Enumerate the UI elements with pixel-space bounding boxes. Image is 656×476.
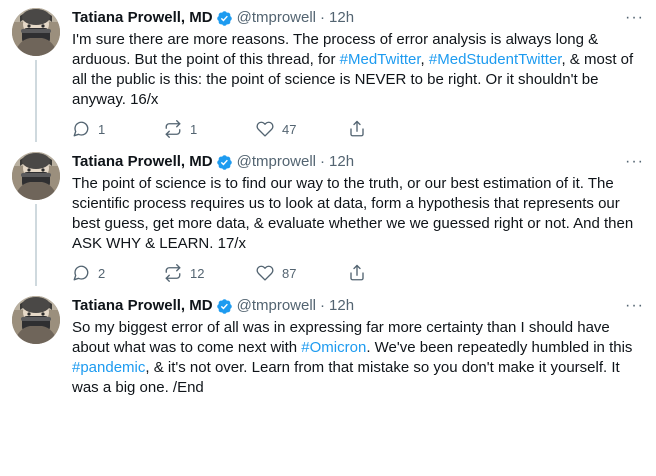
tweet-text-segment: , & most of all the public is this: the point of science is NEVER to be right. Or it shouldn't be anyway. 16/x bbox=[72, 51, 638, 108]
avatar-column bbox=[12, 296, 60, 402]
tweet-body bbox=[72, 318, 644, 398]
tweet-header bbox=[72, 296, 644, 316]
timestamp[interactable]: 12h bbox=[329, 153, 355, 170]
tweet-header bbox=[72, 8, 644, 28]
separator-dot: · bbox=[320, 153, 326, 170]
avatar[interactable] bbox=[12, 152, 60, 200]
tweet-content bbox=[60, 152, 644, 286]
verified-badge-icon bbox=[216, 154, 233, 171]
tweet-text-segment: I'm sure there are more reasons. The process of error analysis is always long & arduous. But the point of this thread, for bbox=[72, 31, 603, 68]
author-handle[interactable]: @tmprowell bbox=[236, 297, 317, 314]
author-handle[interactable]: @tmprowell bbox=[236, 9, 317, 26]
reply-button[interactable] bbox=[72, 264, 164, 282]
reply-icon bbox=[72, 120, 90, 138]
reply-button[interactable] bbox=[72, 120, 164, 138]
thread-connector-line bbox=[35, 60, 37, 142]
share-icon bbox=[348, 264, 366, 282]
retweet-button[interactable] bbox=[164, 120, 256, 138]
tweet-actions bbox=[72, 120, 532, 138]
like-button[interactable] bbox=[256, 264, 348, 282]
like-heart-icon bbox=[256, 120, 274, 138]
avatar[interactable] bbox=[12, 296, 60, 344]
author-name[interactable]: Tatiana Prowell, MD bbox=[72, 153, 213, 170]
tweet-text-segment: So my biggest error of all was in expressing far more certainty than I should have about what was to come next with bbox=[72, 319, 614, 356]
retweet-count: 12 bbox=[190, 265, 205, 281]
retweet-icon bbox=[164, 120, 182, 138]
hashtag-link[interactable]: #MedTwitter bbox=[339, 51, 421, 68]
avatar[interactable] bbox=[12, 8, 60, 56]
tweet-3[interactable] bbox=[0, 286, 656, 402]
share-button[interactable] bbox=[348, 264, 366, 282]
share-icon bbox=[348, 120, 366, 138]
tweet-text-segment: . We've been repeatedly humbled in this bbox=[366, 339, 637, 356]
author-handle[interactable]: @tmprowell bbox=[236, 153, 317, 170]
hashtag-link[interactable]: #pandemic bbox=[72, 359, 146, 376]
reply-icon bbox=[72, 264, 90, 282]
thread-connector-line bbox=[35, 204, 37, 286]
tweet-text-segment: , bbox=[420, 51, 429, 68]
more-options-icon[interactable]: ··· bbox=[625, 297, 644, 314]
like-button[interactable] bbox=[256, 120, 348, 138]
tweet-header bbox=[72, 152, 644, 172]
more-options-icon[interactable]: ··· bbox=[625, 9, 644, 26]
retweet-button[interactable] bbox=[164, 264, 256, 282]
author-name[interactable]: Tatiana Prowell, MD bbox=[72, 297, 213, 314]
like-heart-icon bbox=[256, 264, 274, 282]
avatar-column bbox=[12, 8, 60, 142]
avatar-column bbox=[12, 152, 60, 286]
tweet-1[interactable] bbox=[0, 0, 656, 142]
tweet-2[interactable] bbox=[0, 142, 656, 286]
more-options-icon[interactable]: ··· bbox=[625, 153, 644, 170]
tweet-text-segment: The point of science is to find our way to the truth, or our best estimation of it. The scientific process requires us to look at data, form a hypothesis that represents our best guess, get more data, & evaluate whether we we guessed right or not. And then ASK WHY & LEARN. 17/x bbox=[72, 175, 637, 252]
reply-count: 1 bbox=[98, 121, 106, 137]
tweet-content bbox=[60, 8, 644, 142]
hashtag-link[interactable]: #MedStudentTwitter bbox=[428, 51, 562, 68]
tweet-body bbox=[72, 30, 644, 110]
author-name[interactable]: Tatiana Prowell, MD bbox=[72, 9, 213, 26]
reply-count: 2 bbox=[98, 265, 106, 281]
hashtag-link[interactable]: #Omicron bbox=[301, 339, 367, 356]
tweet-text-segment: , & it's not over. Learn from that mistake so you don't make it yourself. It was a big one. /End bbox=[72, 359, 624, 396]
verified-badge-icon bbox=[216, 10, 233, 27]
timestamp[interactable]: 12h bbox=[329, 9, 355, 26]
tweet-actions bbox=[72, 264, 532, 282]
tweet-content bbox=[60, 296, 644, 402]
like-count: 87 bbox=[282, 265, 297, 281]
share-button[interactable] bbox=[348, 120, 366, 138]
like-count: 47 bbox=[282, 121, 297, 137]
verified-badge-icon bbox=[216, 298, 233, 315]
retweet-count: 1 bbox=[190, 121, 198, 137]
retweet-icon bbox=[164, 264, 182, 282]
separator-dot: · bbox=[320, 9, 326, 26]
separator-dot: · bbox=[320, 297, 326, 314]
tweet-body bbox=[72, 174, 644, 254]
timestamp[interactable]: 12h bbox=[329, 297, 355, 314]
